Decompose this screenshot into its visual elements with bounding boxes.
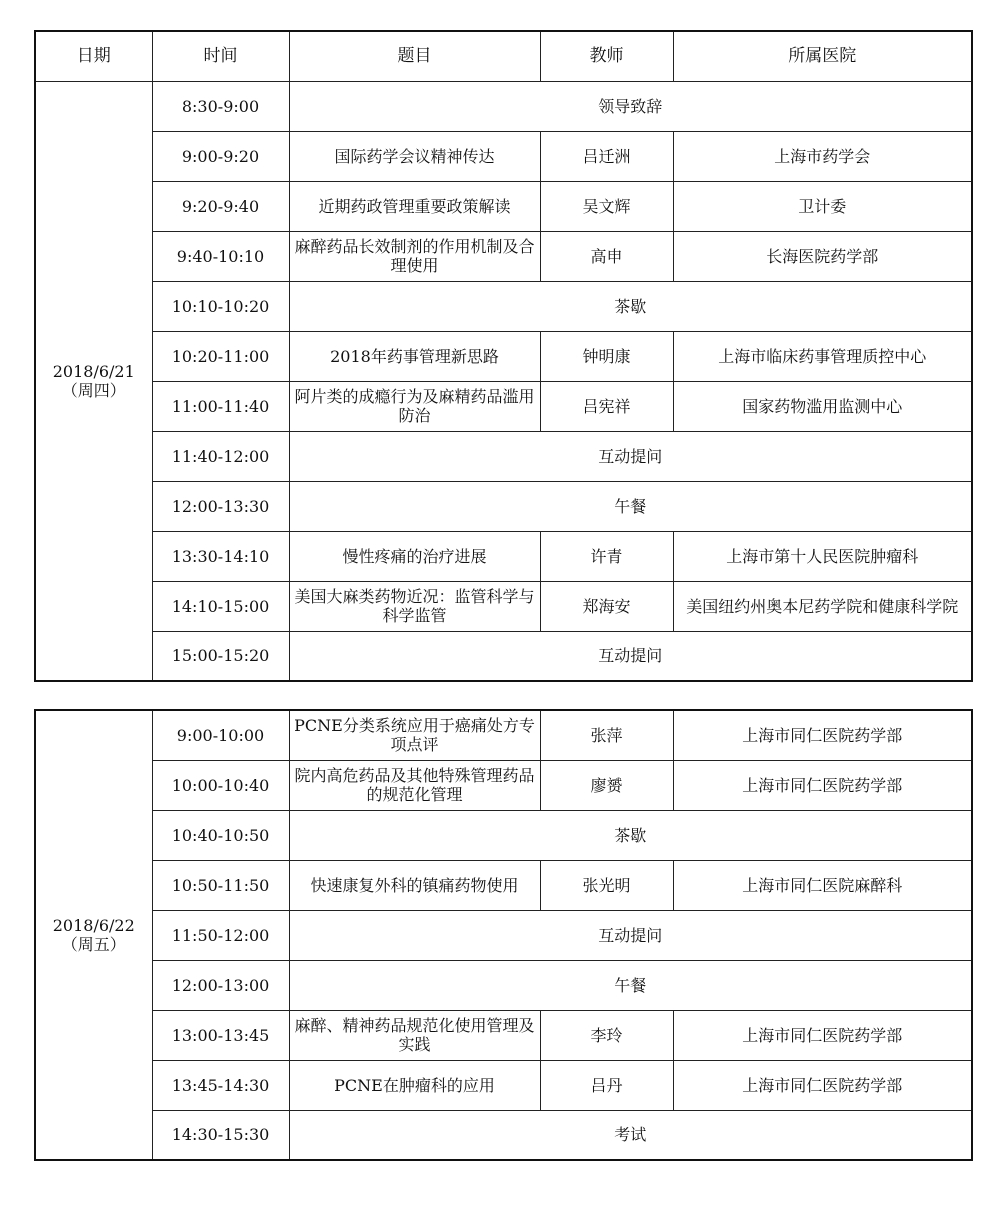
table-row xyxy=(35,810,972,860)
teacher-cell: 钟明康 xyxy=(540,331,673,381)
weekday-value: （周四） xyxy=(61,380,126,400)
hospital-cell: 上海市药学会 xyxy=(673,131,972,181)
session-break-cell: 互动提问 xyxy=(289,631,972,681)
date-value: 2018/6/22 xyxy=(52,916,135,935)
topic-cell: 快速康复外科的镇痛药物使用 xyxy=(289,860,540,910)
hospital-cell: 国家药物滥用监测中心 xyxy=(673,381,972,431)
table-row xyxy=(35,760,972,810)
table-row xyxy=(35,431,972,481)
session-break-cell: 互动提问 xyxy=(289,910,972,960)
schedule-table-day2 xyxy=(34,709,973,1161)
topic-cell: 慢性疼痛的治疗进展 xyxy=(289,531,540,581)
table-row xyxy=(35,710,972,760)
hospital-cell: 上海市第十人民医院肿瘤科 xyxy=(673,531,972,581)
session-break-cell: 考试 xyxy=(289,1110,972,1160)
schedule-body-day1 xyxy=(35,31,972,681)
table-row xyxy=(35,281,972,331)
header-date: 日期 xyxy=(35,31,152,81)
time-cell: 9:20-9:40 xyxy=(152,181,289,231)
time-cell: 13:00-13:45 xyxy=(152,1010,289,1060)
teacher-cell: 李玲 xyxy=(540,1010,673,1060)
weekday-value: （周五） xyxy=(61,935,126,954)
teacher-cell: 吕迁洲 xyxy=(540,131,673,181)
header-teacher: 教师 xyxy=(540,31,673,81)
topic-cell: 2018年药事管理新思路 xyxy=(289,331,540,381)
table-row xyxy=(35,910,972,960)
time-cell: 10:50-11:50 xyxy=(152,860,289,910)
time-cell: 9:40-10:10 xyxy=(152,231,289,281)
topic-cell: 阿片类的成瘾行为及麻精药品滥用防治 xyxy=(289,381,540,431)
time-cell: 10:00-10:40 xyxy=(152,760,289,810)
table-row xyxy=(35,581,972,631)
time-cell: 10:20-11:00 xyxy=(152,331,289,381)
date-cell xyxy=(35,710,152,1160)
time-cell: 13:30-14:10 xyxy=(152,531,289,581)
table-row xyxy=(35,1060,972,1110)
hospital-cell: 长海医院药学部 xyxy=(673,231,972,281)
teacher-cell: 许青 xyxy=(540,531,673,581)
teacher-cell: 廖赟 xyxy=(540,760,673,810)
table-row xyxy=(35,131,972,181)
hospital-cell: 上海市同仁医院药学部 xyxy=(673,710,972,760)
hospital-cell: 上海市同仁医院麻醉科 xyxy=(673,860,972,910)
teacher-cell: 吕宪祥 xyxy=(540,381,673,431)
table-row xyxy=(35,531,972,581)
topic-cell: 麻醉药品长效制剂的作用机制及合理使用 xyxy=(289,231,540,281)
time-cell: 8:30-9:00 xyxy=(152,81,289,131)
schedule-body-day2 xyxy=(35,710,972,1160)
session-break-cell: 茶歇 xyxy=(289,281,972,331)
table-row xyxy=(35,1010,972,1060)
time-cell: 12:00-13:30 xyxy=(152,481,289,531)
teacher-cell: 吕丹 xyxy=(540,1060,673,1110)
time-cell: 14:10-15:00 xyxy=(152,581,289,631)
time-cell: 13:45-14:30 xyxy=(152,1060,289,1110)
teacher-cell: 吴文辉 xyxy=(540,181,673,231)
session-break-cell: 午餐 xyxy=(289,481,972,531)
time-cell: 14:30-15:30 xyxy=(152,1110,289,1160)
table-row xyxy=(35,631,972,681)
teacher-cell: 高申 xyxy=(540,231,673,281)
time-cell: 9:00-10:00 xyxy=(152,710,289,760)
table-row xyxy=(35,860,972,910)
topic-cell: 麻醉、精神药品规范化使用管理及实践 xyxy=(289,1010,540,1060)
topic-cell: PCNE在肿瘤科的应用 xyxy=(289,1060,540,1110)
table-row xyxy=(35,231,972,281)
table-row xyxy=(35,81,972,131)
hospital-cell: 美国纽约州奥本尼药学院和健康科学院 xyxy=(673,581,972,631)
session-break-cell: 茶歇 xyxy=(289,810,972,860)
date-cell xyxy=(35,81,152,681)
table-row xyxy=(35,181,972,231)
table-row xyxy=(35,1110,972,1160)
session-break-cell: 午餐 xyxy=(289,960,972,1010)
session-break-cell: 互动提问 xyxy=(289,431,972,481)
teacher-cell: 张光明 xyxy=(540,860,673,910)
header-row xyxy=(35,31,972,81)
date-value: 2018/6/21 xyxy=(52,361,135,381)
header-hospital: 所属医院 xyxy=(673,31,972,81)
hospital-cell: 上海市临床药事管理质控中心 xyxy=(673,331,972,381)
teacher-cell: 郑海安 xyxy=(540,581,673,631)
schedule-table-day1 xyxy=(34,30,973,682)
time-cell: 15:00-15:20 xyxy=(152,631,289,681)
topic-cell: 近期药政管理重要政策解读 xyxy=(289,181,540,231)
time-cell: 10:40-10:50 xyxy=(152,810,289,860)
table-row xyxy=(35,331,972,381)
teacher-cell: 张萍 xyxy=(540,710,673,760)
time-cell: 12:00-13:00 xyxy=(152,960,289,1010)
table-row xyxy=(35,381,972,431)
time-cell: 10:10-10:20 xyxy=(152,281,289,331)
table-row xyxy=(35,481,972,531)
topic-cell: 美国大麻类药物近况：监管科学与科学监管 xyxy=(289,581,540,631)
time-cell: 11:50-12:00 xyxy=(152,910,289,960)
time-cell: 11:40-12:00 xyxy=(152,431,289,481)
hospital-cell: 上海市同仁医院药学部 xyxy=(673,1010,972,1060)
time-cell: 11:00-11:40 xyxy=(152,381,289,431)
header-topic: 题目 xyxy=(289,31,540,81)
topic-cell: PCNE分类系统应用于癌痛处方专项点评 xyxy=(289,710,540,760)
header-time: 时间 xyxy=(152,31,289,81)
time-cell: 9:00-9:20 xyxy=(152,131,289,181)
session-break-cell: 领导致辞 xyxy=(289,81,972,131)
table-row xyxy=(35,960,972,1010)
topic-cell: 院内高危药品及其他特殊管理药品的规范化管理 xyxy=(289,760,540,810)
topic-cell: 国际药学会议精神传达 xyxy=(289,131,540,181)
hospital-cell: 上海市同仁医院药学部 xyxy=(673,1060,972,1110)
hospital-cell: 卫计委 xyxy=(673,181,972,231)
hospital-cell: 上海市同仁医院药学部 xyxy=(673,760,972,810)
